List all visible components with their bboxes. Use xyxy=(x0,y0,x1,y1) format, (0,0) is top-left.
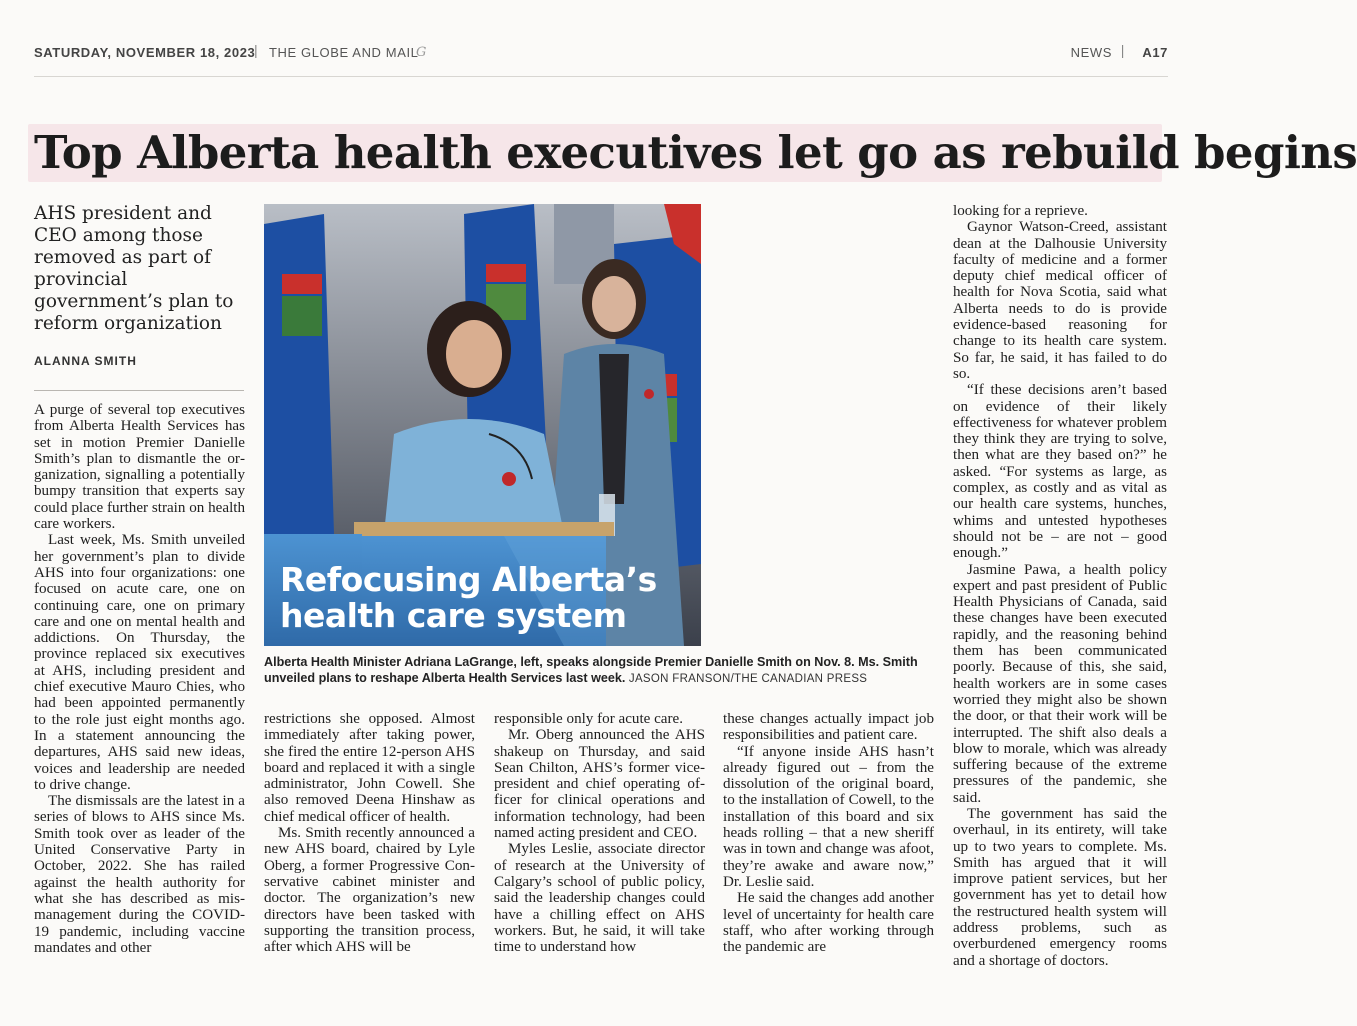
section-name: NEWS xyxy=(1070,45,1112,60)
column-4 xyxy=(723,711,934,955)
paragraph: these changes actually impact job responsibilities and patient care. xyxy=(723,711,934,744)
photo-caption xyxy=(264,654,944,687)
column-2 xyxy=(264,711,475,955)
paragraph: responsible only for acute care. xyxy=(494,711,684,727)
paragraph: Jasmine Pawa, a health policy expert and past president of Public Health Physicians of Canada, said these changes have been executed rapidly, and the reasoning behind them has been communicated poorly. Because of this, she said, health workers are in some cases worried they might also be shown the door, or that their work will be interrupted. The shift also deals a blow to morale, which was already suffering because of the extreme pressures of the pandemic, she said. xyxy=(953,561,1167,806)
paragraph: Mr. Oberg announced the AHS shakeup on Thursday, and said Sean Chilton, AHS’s former vice-president and chief operating officer for clinical operations and information technology, had been named acting president and CEO. xyxy=(494,727,705,842)
column-5 xyxy=(953,203,1167,969)
newspaper-name: THE GLOBE AND MAIL xyxy=(269,45,419,60)
deck: AHS president and CEO among those removed as part of provincial government’s plan to reform organization xyxy=(34,203,234,334)
page-number: A17 xyxy=(1142,45,1168,60)
paragraph: looking for a reprieve. xyxy=(953,203,1088,219)
newspaper-logo-icon: G xyxy=(416,45,427,60)
masthead xyxy=(34,42,1168,64)
masthead-divider: | xyxy=(254,42,259,58)
masthead-divider: | xyxy=(1120,42,1125,58)
byline: ALANNA SMITH xyxy=(34,354,137,368)
paragraph: Myles Leslie, associate director of research at the University of Calgary’s school of public policy, said the leadership changes could have a chilling effect on AHS workers. But, he said, it will take time to understand how xyxy=(494,841,705,956)
podium-sign-line: health care system xyxy=(280,596,627,635)
paragraph: Last week, Ms. Smith unveiled her government’s plan to divide AHS into four organizations: one focused on acute care, one on continuing care, one on primary care and one on mental health and addictions. On Thursday, the province replaced six executives at AHS, including president and chief executive Mauro Chies, who had been appointed permanently to the role just eight months ago. In a statement announcing the departures, AHS said new ideas, voices and leadership are needed to drive change. xyxy=(34,532,245,793)
headline: Top Alberta health executives let go as rebuild begins xyxy=(34,126,1357,179)
issue-date: SATURDAY, NOVEMBER 18, 2023 xyxy=(34,45,256,60)
podium-sign xyxy=(280,562,657,634)
paragraph: restrictions she opposed. Almost immediately after taking power, she fired the entire 12-person AHS board and replaced it with a single administrator, John Cowell. She also removed Deena Hinshaw as chief medical officer of health. xyxy=(264,711,475,825)
paragraph: Ms. Smith recently announced a new AHS board, chaired by Lyle Oberg, a former Progressive Conservative cabinet minister and doctor. The organization’s new directors have been tasked with supporting the transition process, after which AHS will be xyxy=(264,825,475,956)
news-photo xyxy=(264,204,701,646)
byline-rule xyxy=(34,390,244,391)
paragraph: Gaynor Watson-Creed, assistant dean at the Dalhousie University faculty of medicine and a former deputy chief medical officer of health for Nova Scotia, said what Alberta needs to do is provide evidence-based reasoning for change to its health care system. So far, he said, it has failed to do so. xyxy=(953,219,1167,382)
paragraph: A purge of several top executives from Alberta Health Services has set in motion Premier Danielle Smith’s plan to dismantle the organization, signalling a potentially bumpy transition that experts say could place further strain on health care workers. xyxy=(34,402,245,533)
paragraph: “If these decisions aren’t based on evidence of their likely effectiveness for whatever problem they think they are trying to solve, then what are they based on?” he asked. “For systems as large, as complex, as costly and as vital as our health care systems, hunches, whims and untested hypotheses should not be – are not – good enough.” xyxy=(953,382,1167,562)
paragraph: He said the changes add another level of uncertainty for health care staff, who after working through the pandemic are xyxy=(723,890,934,956)
column-1 xyxy=(34,402,245,956)
podium-sign-line: Refocusing Alberta’s xyxy=(280,560,657,599)
masthead-rule xyxy=(34,76,1168,77)
column-3 xyxy=(494,711,705,955)
paragraph: “If anyone inside AHS hasn’t already figured out – from the dissolution of the original board, to the installation of Cowell, to the installation of this board and six heads rolling – that a new sheriff was in town and change was afoot, they’re awake and aware now,” Dr. Leslie said. xyxy=(723,743,934,890)
photo-credit: JASON FRANSON/THE CANADIAN PRESS xyxy=(628,673,868,685)
caption-text: Alberta Health Minister Adriana LaGrange, left, speaks alongside Premier Danielle Smith on Nov. 8. Ms. Smith unveiled plans to reshape Alberta Health Services last week. xyxy=(264,655,918,685)
headline-highlight xyxy=(28,124,1357,182)
paragraph: The dismissals are the latest in a series of blows to AHS since Ms. Smith took over as leader of the United Conservative Party in October, 2022. She has railed against the health authority for what she has described as mismanagement during the COVID-19 pandemic, including vaccine mandates and other xyxy=(34,793,245,956)
paragraph: The government has said the overhaul, in its entirety, will take up to two years to complete. Ms. Smith has argued that it will improve patient services, but her government has yet to detail how the restructured health system will address problems, such as overburdened emergency rooms and a shortage of doctors. xyxy=(953,805,1167,969)
